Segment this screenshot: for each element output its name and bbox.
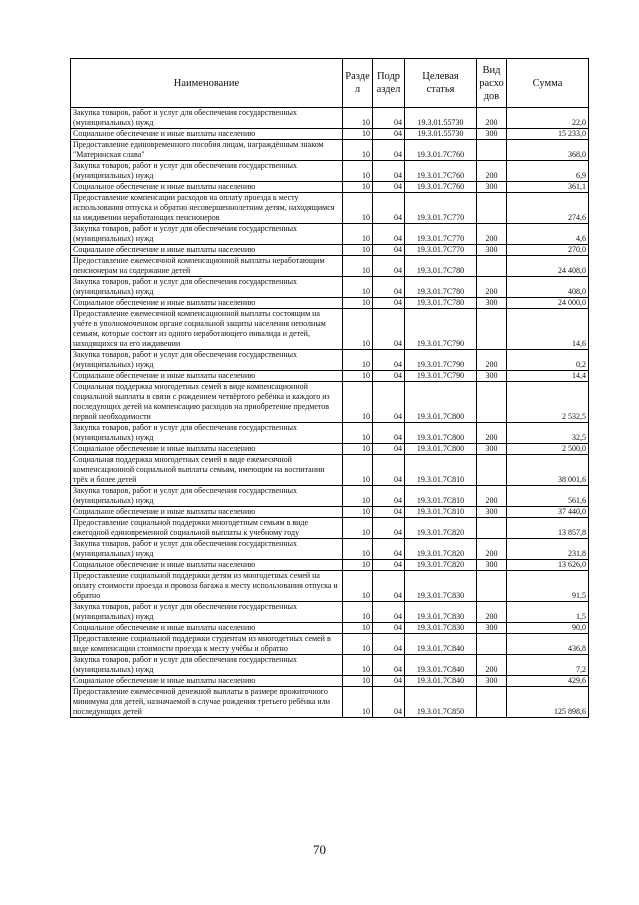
cell-subsection: 04	[373, 350, 405, 371]
cell-expense-type	[477, 455, 507, 486]
cell-expense-type	[477, 571, 507, 602]
table-row	[71, 507, 589, 518]
cell-name: Социальная поддержка многодетных семей в виде ежемесячной компенсационной социальной выплаты семьям, имеющим на воспитании трёх и более детей	[71, 455, 343, 486]
cell-name: Социальное обеспечение и иные выплаты населению	[71, 298, 343, 309]
cell-name: Социальное обеспечение и иные выплаты населению	[71, 507, 343, 518]
table-row	[71, 623, 589, 634]
cell-sum: 361,1	[507, 182, 589, 193]
cell-section: 10	[343, 539, 373, 560]
cell-sum: 22,0	[507, 108, 589, 129]
cell-subsection: 04	[373, 245, 405, 256]
cell-sum: 274,6	[507, 193, 589, 224]
cell-target: 19.3.01.7С780	[405, 256, 477, 277]
cell-section: 10	[343, 444, 373, 455]
cell-section: 10	[343, 455, 373, 486]
cell-expense-type: 300	[477, 507, 507, 518]
cell-expense-type: 200	[477, 486, 507, 507]
page-number: 70	[313, 842, 326, 857]
cell-expense-type	[477, 256, 507, 277]
cell-expense-type	[477, 518, 507, 539]
header-section: Разде л	[343, 59, 373, 108]
cell-sum: 14,4	[507, 371, 589, 382]
cell-subsection: 04	[373, 193, 405, 224]
cell-target: 19.3.01.7С800	[405, 382, 477, 423]
cell-name: Закупка товаров, работ и услуг для обеспечения государственных (муниципальных) нужд	[71, 277, 343, 298]
cell-sum: 2 500,0	[507, 444, 589, 455]
cell-sum: 429,6	[507, 676, 589, 687]
cell-expense-type: 200	[477, 224, 507, 245]
cell-sum: 231,8	[507, 539, 589, 560]
table-row	[71, 423, 589, 444]
cell-sum: 90,0	[507, 623, 589, 634]
cell-subsection: 04	[373, 634, 405, 655]
cell-subsection: 04	[373, 224, 405, 245]
cell-expense-type: 300	[477, 676, 507, 687]
cell-expense-type: 200	[477, 161, 507, 182]
cell-target: 19.3.01.7С810	[405, 455, 477, 486]
cell-expense-type	[477, 687, 507, 718]
cell-expense-type: 300	[477, 560, 507, 571]
cell-sum: 368,0	[507, 140, 589, 161]
cell-expense-type	[477, 382, 507, 423]
table-row	[71, 298, 589, 309]
cell-section: 10	[343, 560, 373, 571]
cell-section: 10	[343, 277, 373, 298]
cell-target: 19.3.01.7С800	[405, 444, 477, 455]
cell-sum: 125 898,6	[507, 687, 589, 718]
cell-section: 10	[343, 676, 373, 687]
header-subsection: Подр аздел	[373, 59, 405, 108]
cell-section: 10	[343, 129, 373, 140]
cell-name: Социальное обеспечение и иные выплаты населению	[71, 371, 343, 382]
cell-section: 10	[343, 602, 373, 623]
cell-sum: 24 000,0	[507, 298, 589, 309]
cell-subsection: 04	[373, 486, 405, 507]
header-target: Целевая статья	[405, 59, 477, 108]
cell-sum: 91,5	[507, 571, 589, 602]
cell-name: Предоставление социальной поддержки детям из многодетных семей на оплату стоимости проезда и провоза багажа к месту использования отпуска и обратно	[71, 571, 343, 602]
table-row	[71, 309, 589, 350]
cell-target: 19.3.01.7С770	[405, 224, 477, 245]
cell-name: Предоставление ежемесячной компенсационной выплаты неработающим пенсионерам на содержание детей	[71, 256, 343, 277]
cell-expense-type: 300	[477, 444, 507, 455]
cell-name: Социальное обеспечение и иные выплаты населению	[71, 623, 343, 634]
cell-name: Социальное обеспечение и иные выплаты населению	[71, 182, 343, 193]
cell-subsection: 04	[373, 182, 405, 193]
cell-target: 19.3.01.7С760	[405, 182, 477, 193]
cell-subsection: 04	[373, 571, 405, 602]
cell-section: 10	[343, 507, 373, 518]
cell-section: 10	[343, 423, 373, 444]
cell-name: Закупка товаров, работ и услуг для обеспечения государственных (муниципальных) нужд	[71, 423, 343, 444]
cell-expense-type: 200	[477, 277, 507, 298]
cell-target: 19.3.01.7С810	[405, 507, 477, 518]
cell-name: Социальное обеспечение и иные выплаты населению	[71, 676, 343, 687]
cell-name: Социальное обеспечение и иные выплаты населению	[71, 129, 343, 140]
cell-subsection: 04	[373, 309, 405, 350]
cell-name: Предоставление социальной поддержки многодетным семьям в виде ежегодной единовременной социальной выплаты к учебному году	[71, 518, 343, 539]
cell-expense-type: 200	[477, 655, 507, 676]
cell-expense-type: 200	[477, 350, 507, 371]
cell-subsection: 04	[373, 382, 405, 423]
cell-subsection: 04	[373, 687, 405, 718]
cell-subsection: 04	[373, 444, 405, 455]
table-row	[71, 455, 589, 486]
cell-section: 10	[343, 371, 373, 382]
cell-target: 19.3.01.7С850	[405, 687, 477, 718]
cell-target: 19.3.01.7С820	[405, 560, 477, 571]
cell-name: Предоставление ежемесячной компенсационной выплаты состоящим на учёте в уполномоченном органе социальной защиты населения неполным семьям, которые состоят из одного неработающего инвалида и детей, находящихся на его иждивении	[71, 309, 343, 350]
cell-sum: 38 001,6	[507, 455, 589, 486]
cell-target: 19.3.01.7С820	[405, 518, 477, 539]
cell-target: 19.3.01.7С820	[405, 539, 477, 560]
cell-expense-type	[477, 309, 507, 350]
cell-section: 10	[343, 518, 373, 539]
cell-sum: 0,2	[507, 350, 589, 371]
cell-expense-type: 200	[477, 602, 507, 623]
cell-subsection: 04	[373, 423, 405, 444]
table-header-row	[71, 59, 589, 108]
cell-name: Социальное обеспечение и иные выплаты населению	[71, 560, 343, 571]
cell-sum: 1,5	[507, 602, 589, 623]
cell-name: Закупка товаров, работ и услуг для обеспечения государственных (муниципальных) нужд	[71, 602, 343, 623]
cell-target: 19.3.01.7С770	[405, 245, 477, 256]
cell-subsection: 04	[373, 676, 405, 687]
header-type: Вид расхо дов	[477, 59, 507, 108]
cell-target: 19.3.01.55730	[405, 108, 477, 129]
table-row	[71, 518, 589, 539]
cell-section: 10	[343, 687, 373, 718]
cell-subsection: 04	[373, 140, 405, 161]
cell-name: Закупка товаров, работ и услуг для обеспечения государственных (муниципальных) нужд	[71, 224, 343, 245]
cell-name: Закупка товаров, работ и услуг для обеспечения государственных (муниципальных) нужд	[71, 539, 343, 560]
cell-name: Предоставление ежемесячной денежной выплаты в размере прожиточного минимума для детей, назначаемой в случае рождения третьего ребёнка или последующих детей	[71, 687, 343, 718]
cell-target: 19.3.01.7С810	[405, 486, 477, 507]
cell-expense-type: 300	[477, 623, 507, 634]
cell-name: Предоставление компенсации расходов на оплату проезда к месту использования отпуска и обратно несовершеннолетним детям, находящимся на иждивении неработающих пенсионеров	[71, 193, 343, 224]
cell-section: 10	[343, 182, 373, 193]
cell-section: 10	[343, 108, 373, 129]
table-row	[71, 486, 589, 507]
cell-section: 10	[343, 655, 373, 676]
cell-section: 10	[343, 350, 373, 371]
cell-section: 10	[343, 309, 373, 350]
cell-name: Социальная поддержка многодетных семей в виде компенсационной социальной выплаты в связи с рождением четвёртого ребёнка и каждого из последующих детей на компенсацию расходов на приобретение предметов первой необходимости	[71, 382, 343, 423]
cell-target: 19.3.01.7С840	[405, 655, 477, 676]
header-sum: Сумма	[507, 59, 589, 108]
cell-name: Закупка товаров, работ и услуг для обеспечения государственных (муниципальных) нужд	[71, 486, 343, 507]
table-row	[71, 140, 589, 161]
cell-subsection: 04	[373, 371, 405, 382]
cell-name: Социальное обеспечение и иные выплаты населению	[71, 245, 343, 256]
cell-target: 19.3.01.7С760	[405, 140, 477, 161]
cell-expense-type: 300	[477, 298, 507, 309]
table-row	[71, 382, 589, 423]
cell-target: 19.3.01.7С790	[405, 350, 477, 371]
table-row	[71, 444, 589, 455]
table-row	[71, 108, 589, 129]
cell-expense-type: 300	[477, 245, 507, 256]
cell-section: 10	[343, 382, 373, 423]
cell-target: 19.3.01.7С840	[405, 634, 477, 655]
cell-section: 10	[343, 571, 373, 602]
cell-sum: 436,8	[507, 634, 589, 655]
header-name: Наименование	[71, 59, 343, 108]
cell-section: 10	[343, 298, 373, 309]
cell-sum: 13 857,8	[507, 518, 589, 539]
table-row	[71, 634, 589, 655]
cell-target: 19.3.01.55730	[405, 129, 477, 140]
cell-section: 10	[343, 486, 373, 507]
cell-expense-type: 200	[477, 539, 507, 560]
cell-sum: 561,6	[507, 486, 589, 507]
cell-sum: 2 532,5	[507, 382, 589, 423]
cell-target: 19.3.01.7С790	[405, 309, 477, 350]
budget-table	[70, 58, 589, 718]
cell-sum: 6,9	[507, 161, 589, 182]
cell-section: 10	[343, 623, 373, 634]
cell-sum: 37 440,0	[507, 507, 589, 518]
cell-subsection: 04	[373, 560, 405, 571]
cell-section: 10	[343, 161, 373, 182]
cell-name: Предоставление социальной поддержки студентам из многодетных семей в виде компенсации стоимости проезда к месту учёбы и обратно	[71, 634, 343, 655]
cell-expense-type	[477, 140, 507, 161]
cell-expense-type: 200	[477, 423, 507, 444]
cell-subsection: 04	[373, 507, 405, 518]
cell-name: Закупка товаров, работ и услуг для обеспечения государственных (муниципальных) нужд	[71, 108, 343, 129]
cell-section: 10	[343, 634, 373, 655]
table-row	[71, 571, 589, 602]
cell-target: 19.3.01.7С780	[405, 277, 477, 298]
cell-sum: 24 408,0	[507, 256, 589, 277]
cell-target: 19.3.01.7С760	[405, 161, 477, 182]
cell-subsection: 04	[373, 256, 405, 277]
cell-name: Закупка товаров, работ и услуг для обеспечения государственных (муниципальных) нужд	[71, 161, 343, 182]
cell-name: Социальное обеспечение и иные выплаты населению	[71, 444, 343, 455]
cell-target: 19.3.01.7С790	[405, 371, 477, 382]
cell-section: 10	[343, 224, 373, 245]
cell-target: 19.3.01.7С830	[405, 602, 477, 623]
cell-sum: 15 233,0	[507, 129, 589, 140]
table-row	[71, 560, 589, 571]
cell-subsection: 04	[373, 298, 405, 309]
cell-section: 10	[343, 193, 373, 224]
table-row	[71, 224, 589, 245]
table-body	[71, 108, 589, 718]
cell-target: 19.3.01.7С770	[405, 193, 477, 224]
table-row	[71, 539, 589, 560]
cell-subsection: 04	[373, 655, 405, 676]
table-row	[71, 655, 589, 676]
cell-target: 19.3.01.7С830	[405, 571, 477, 602]
cell-sum: 32,5	[507, 423, 589, 444]
cell-expense-type: 300	[477, 182, 507, 193]
table-row	[71, 256, 589, 277]
cell-expense-type	[477, 634, 507, 655]
cell-name: Закупка товаров, работ и услуг для обеспечения государственных (муниципальных) нужд	[71, 350, 343, 371]
cell-sum: 13 626,0	[507, 560, 589, 571]
cell-section: 10	[343, 140, 373, 161]
table-row	[71, 371, 589, 382]
cell-sum: 7,2	[507, 655, 589, 676]
cell-expense-type: 300	[477, 371, 507, 382]
table-row	[71, 277, 589, 298]
cell-name: Закупка товаров, работ и услуг для обеспечения государственных (муниципальных) нужд	[71, 655, 343, 676]
cell-expense-type: 300	[477, 129, 507, 140]
cell-expense-type: 200	[477, 108, 507, 129]
table-row	[71, 350, 589, 371]
table-row	[71, 161, 589, 182]
cell-subsection: 04	[373, 161, 405, 182]
cell-expense-type	[477, 193, 507, 224]
cell-subsection: 04	[373, 539, 405, 560]
table-row	[71, 602, 589, 623]
table-row	[71, 129, 589, 140]
table-row	[71, 193, 589, 224]
cell-sum: 270,0	[507, 245, 589, 256]
cell-subsection: 04	[373, 455, 405, 486]
table-row	[71, 182, 589, 193]
cell-subsection: 04	[373, 108, 405, 129]
cell-target: 19.3.01.7С840	[405, 676, 477, 687]
cell-section: 10	[343, 256, 373, 277]
cell-subsection: 04	[373, 129, 405, 140]
cell-subsection: 04	[373, 602, 405, 623]
cell-sum: 408,0	[507, 277, 589, 298]
cell-section: 10	[343, 245, 373, 256]
cell-subsection: 04	[373, 623, 405, 634]
cell-sum: 4,6	[507, 224, 589, 245]
cell-target: 19.3.01.7С830	[405, 623, 477, 634]
cell-name: Предоставление единовременного пособия лицам, награждённым знаком "Материнская слава"	[71, 140, 343, 161]
table-row	[71, 676, 589, 687]
table-row	[71, 245, 589, 256]
cell-target: 19.3.01.7С780	[405, 298, 477, 309]
cell-target: 19.3.01.7С800	[405, 423, 477, 444]
cell-subsection: 04	[373, 277, 405, 298]
cell-sum: 14,6	[507, 309, 589, 350]
cell-subsection: 04	[373, 518, 405, 539]
table-row	[71, 687, 589, 718]
